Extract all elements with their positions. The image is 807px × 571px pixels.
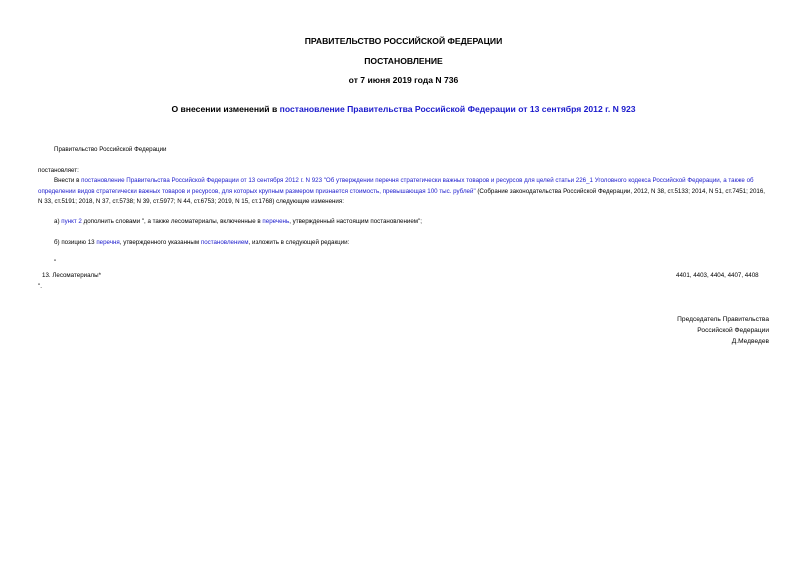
row-label: 13. Лесоматериалы* bbox=[42, 272, 101, 279]
document-date-number: от 7 июня 2019 года N 736 bbox=[348, 75, 459, 85]
document-title bbox=[0, 104, 807, 115]
main-paragraph-text-2: (Собрание законодательства Российской Федерации, 2012, N 38, ст.5133; 2014, N 51, ст.7451; 2016, N 33, ст.5191; 2018, N 37, ст.5738; N 39, ст.5977; N 44, ст.6753; 2019, N 15, ст.1768) следующие изменения: bbox=[38, 187, 766, 206]
item-b-link-1[interactable]: перечня bbox=[96, 239, 120, 246]
row-codes: 4401, 4403, 4404, 4407, 4408 bbox=[676, 272, 759, 279]
item-a-text-2: дополнить словами ", а также лесоматериалы, включенные в bbox=[81, 218, 263, 225]
main-paragraph-text-1: Внести в bbox=[54, 177, 82, 184]
main-paragraph-link[interactable]: постановление Правительства Российской Федерации от 13 сентября 2012 г. N 923 "Об утверждении перечня стратегически важных товаров и ресурсов для целей статьи 226_1 Уголовного кодекса Российской Федерации, а также об определении видов стратегически важных товаров и ресурсов, для которых крупным размером признается стоимость, превышающая 100 тыс. рублей" bbox=[38, 177, 754, 195]
signature-line-1: Председатель Правительства bbox=[677, 316, 769, 323]
document-type: ПОСТАНОВЛЕНИЕ bbox=[364, 56, 443, 66]
title-prefix: О внесении изменений в bbox=[171, 104, 280, 114]
signature-line-2: Российской Федерации bbox=[697, 327, 769, 334]
item-a-link-2[interactable]: перечень bbox=[262, 218, 290, 225]
item-a bbox=[54, 217, 422, 228]
issuer-text: Правительство Российской Федерации bbox=[54, 146, 167, 153]
item-b-text-1: б) позицию 13 bbox=[54, 239, 97, 246]
item-a-text-3: , утвержденный настоящим постановлением"; bbox=[289, 218, 422, 225]
main-paragraph bbox=[38, 176, 770, 208]
item-b-text-2: , утвержденного указанным bbox=[119, 239, 201, 246]
title-link[interactable]: постановление Правительства Российской Федерации от 13 сентября 2012 г. N 923 bbox=[279, 104, 636, 114]
close-quote: ". bbox=[38, 283, 42, 290]
item-a-text-1: а) bbox=[54, 218, 62, 225]
decrees-text: постановляет: bbox=[38, 167, 79, 174]
government-name: ПРАВИТЕЛЬСТВО РОССИЙСКОЙ ФЕДЕРАЦИИ bbox=[304, 36, 503, 46]
item-b-link-2[interactable]: постановлением bbox=[200, 239, 249, 246]
open-quote: " bbox=[54, 259, 57, 266]
item-a-link-1[interactable]: пункт 2 bbox=[61, 218, 82, 225]
item-b bbox=[54, 238, 349, 249]
item-b-text-3: , изложить в следующей редакции: bbox=[248, 239, 350, 246]
signature-line-3: Д.Медведев bbox=[731, 338, 769, 345]
